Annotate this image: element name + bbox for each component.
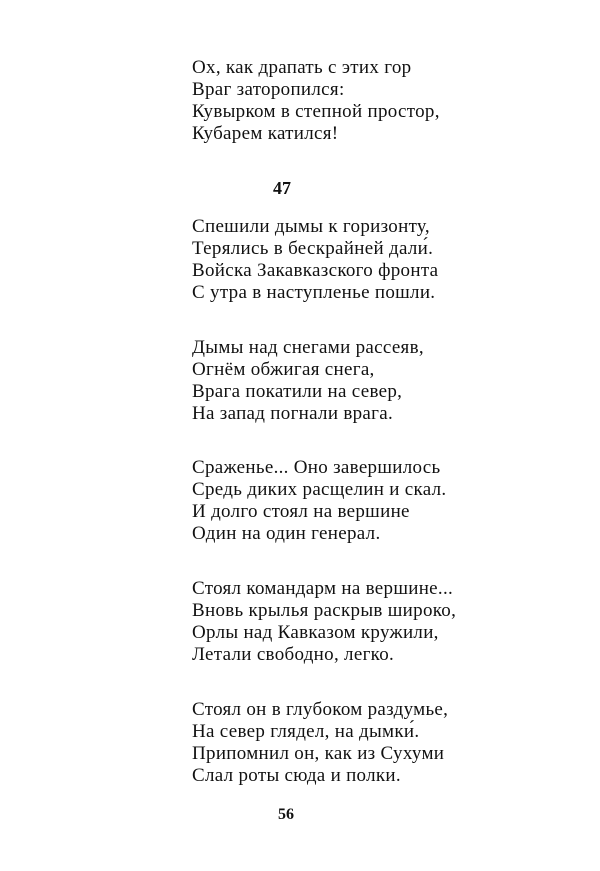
- stanza-4: [192, 457, 446, 545]
- verse-line: Вновь крылья раскрыв широко,: [192, 600, 457, 621]
- verse-line: На запад погнали врага.: [192, 403, 394, 424]
- verse-line: Сраженье... Оно завершилось: [192, 457, 441, 478]
- verse-line: Спешили дымы к горизонту,: [192, 216, 430, 237]
- verse-line: Кувырком в степной простор,: [192, 101, 440, 122]
- verse-line: И долго стоял на вершине: [192, 501, 410, 522]
- verse-line: На север глядел, на дымки́.: [192, 721, 420, 742]
- verse-line: Враг заторопился:: [192, 79, 345, 100]
- verse-line: Стоял он в глубоком раздумье,: [192, 699, 449, 720]
- verse-line: Ох, как драпать с этих гор: [192, 57, 412, 78]
- verse-line: С утра в наступленье пошли.: [192, 282, 436, 303]
- verse-line: Припомнил он, как из Сухуми: [192, 743, 445, 764]
- verse-line: Врага покатили на север,: [192, 381, 403, 402]
- verse-line: Огнём обжигая снега,: [192, 359, 375, 380]
- poem-number: 47: [273, 178, 291, 198]
- verse-line: Войска Закавказского фронта: [192, 260, 439, 281]
- stanza-3: [192, 337, 424, 425]
- verse-line: Терялись в бескрайней дали́.: [192, 238, 434, 259]
- verse-line: Один на один генерал.: [192, 523, 381, 544]
- verse-line: Кубарем катился!: [192, 123, 339, 144]
- page-number: 56: [278, 806, 294, 823]
- stanza-2: [192, 216, 438, 304]
- verse-line: Стоял командарм на вершине...: [192, 578, 454, 599]
- verse-line: Летали свободно, легко.: [192, 644, 395, 665]
- verse-line: Орлы над Кавказом кружили,: [192, 622, 439, 643]
- stanza-5: [192, 578, 456, 666]
- verse-line: Дымы над снегами рассеяв,: [192, 337, 424, 358]
- verse-line: Средь диких расщелин и скал.: [192, 479, 447, 500]
- verse-line: Слал роты сюда и полки.: [192, 765, 401, 786]
- stanza-1: [192, 57, 440, 145]
- stanza-6: [192, 699, 448, 787]
